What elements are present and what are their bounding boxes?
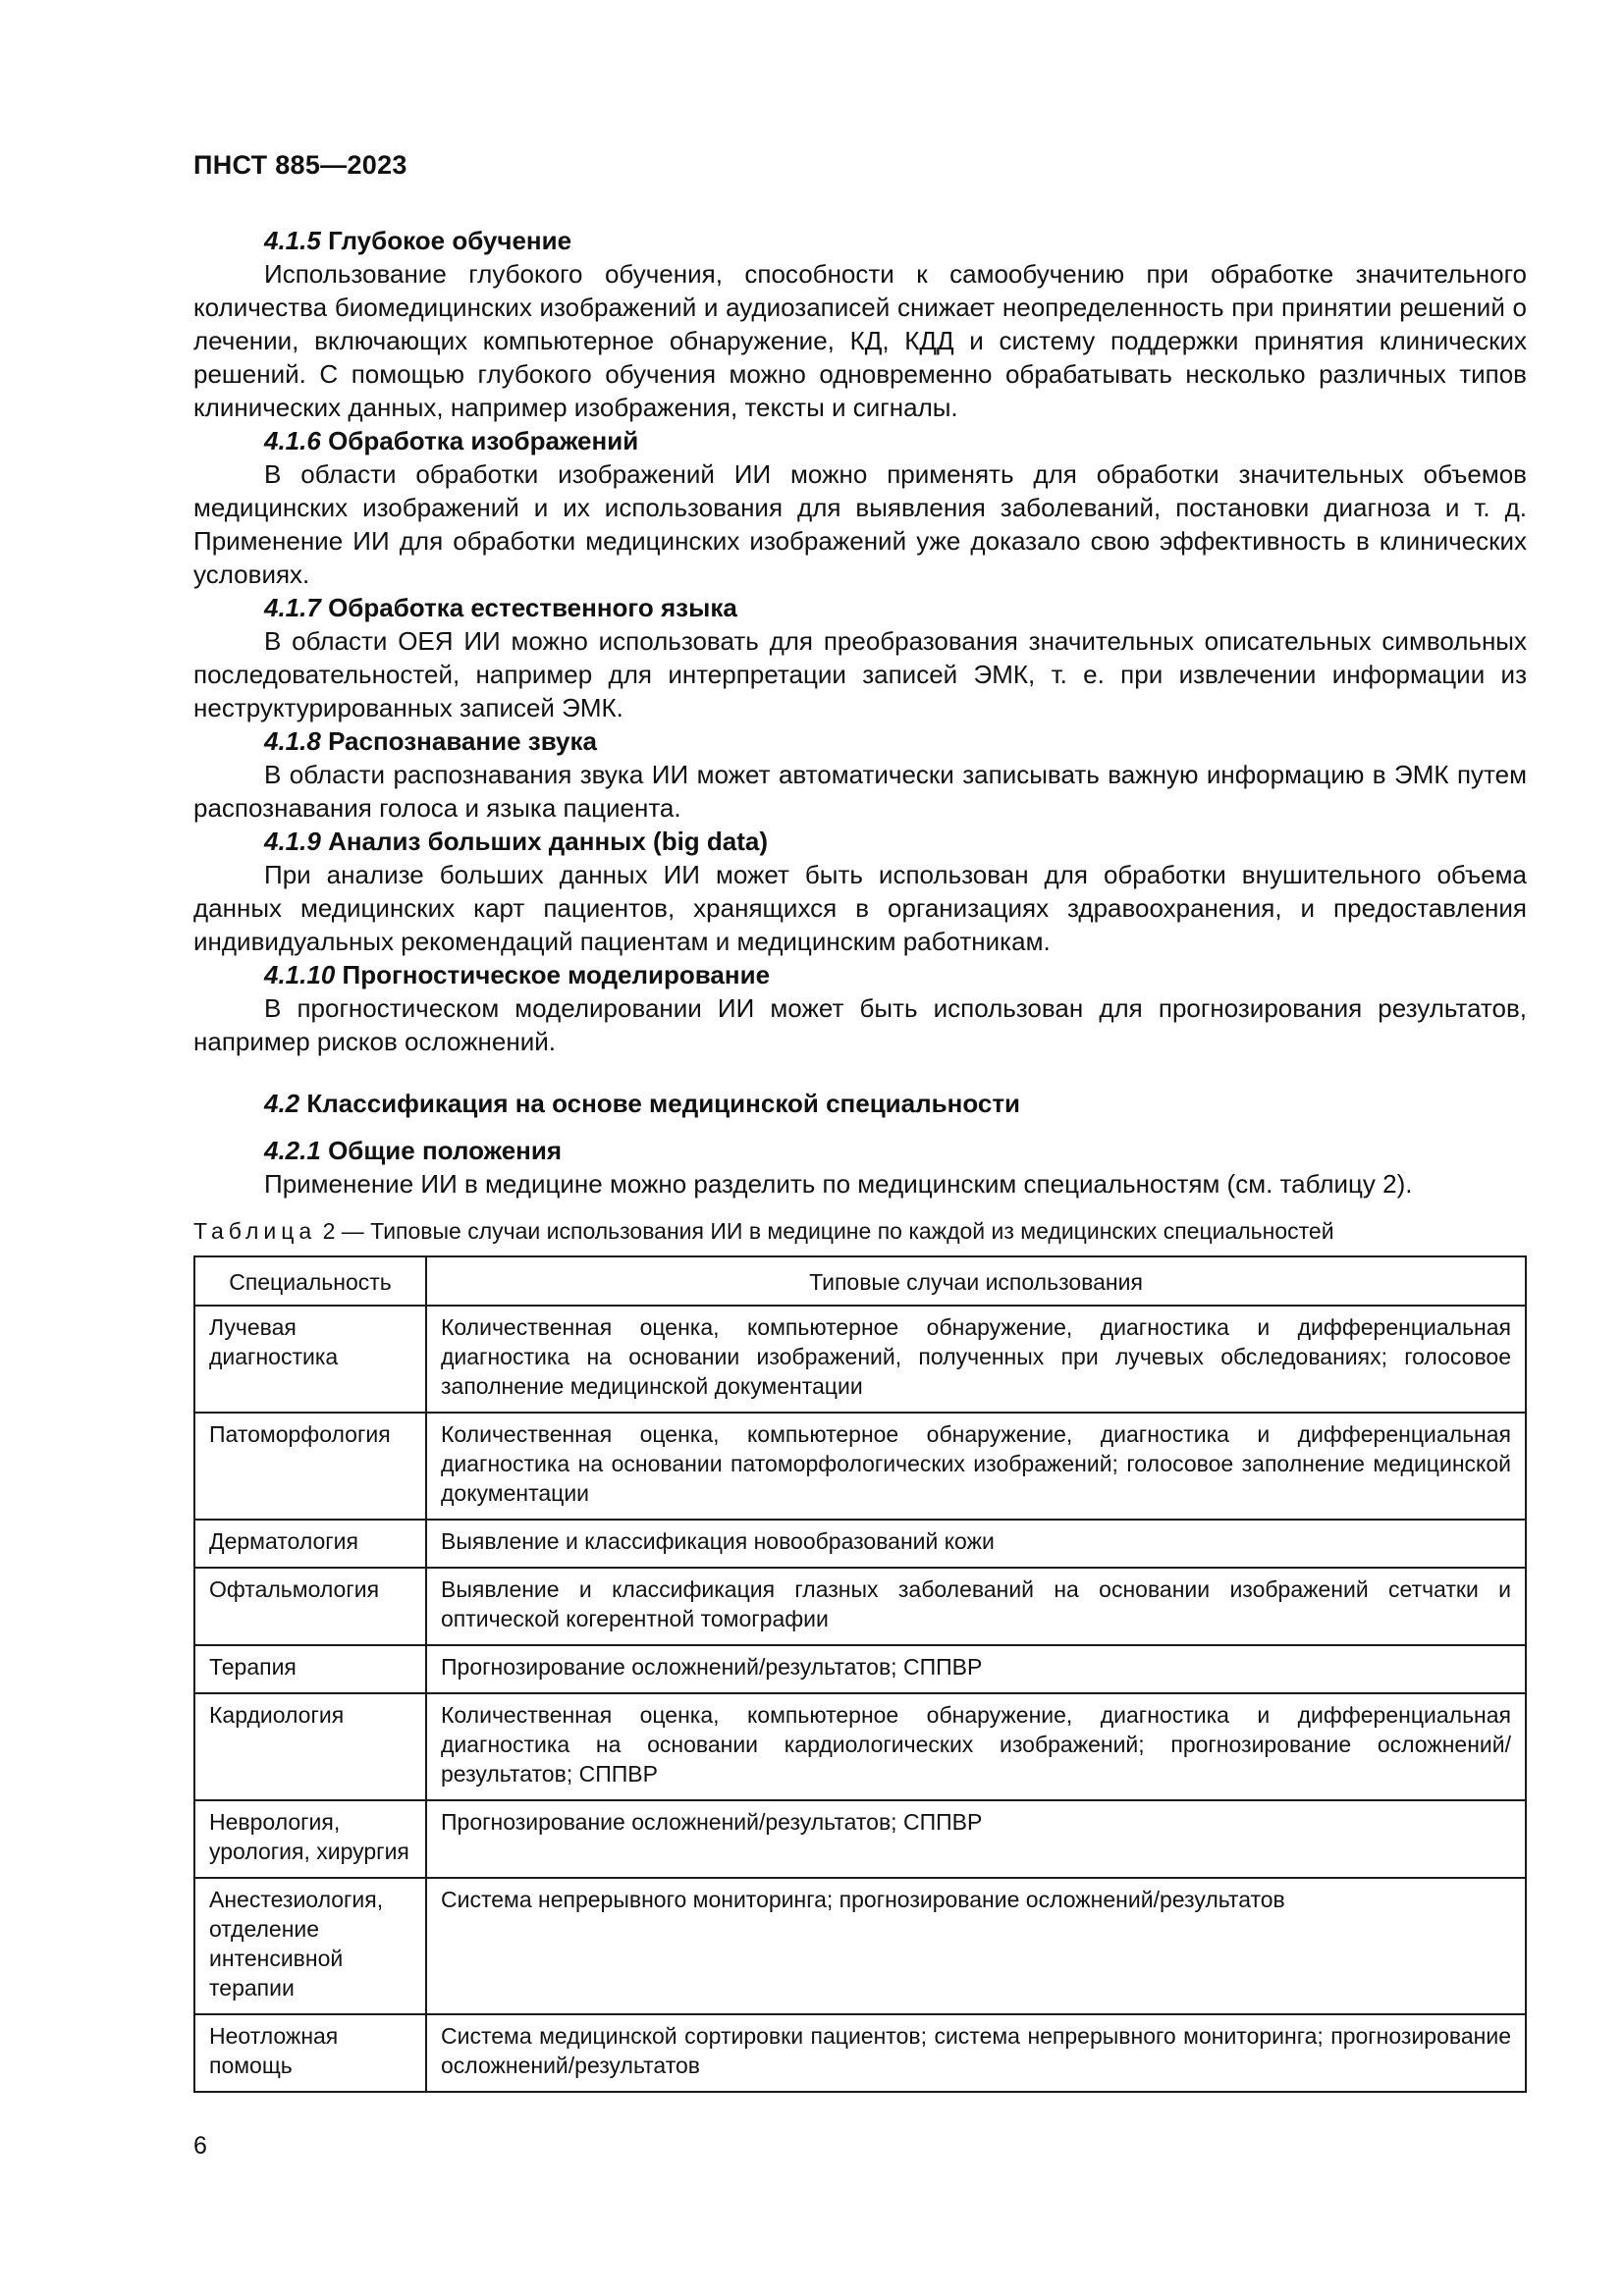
page-number: 6	[193, 2132, 207, 2160]
specialty-cell: Терапия	[194, 1645, 426, 1693]
use-cases-cell: Количественная оценка, компьютерное обнаружение, диагностика и дифференциальная диагностика на основании кардиологических изображений; прогнозирование осложнений/результатов; СППВР	[426, 1693, 1526, 1800]
section-title: Классификация на основе медицинской специальности	[306, 1089, 1021, 1118]
section-number: 4.2	[264, 1089, 300, 1118]
section-paragraph: При анализе больших данных ИИ может быть использован для обработки внушительного объема данных медицинских карт пациентов, хранящихся в организациях здравоохранения, и предоставления индивидуальных рекомендаций пациентам и медицинским работникам.	[193, 860, 1527, 956]
specialty-cell: Лучевая диагностика	[194, 1306, 426, 1413]
section-heading	[193, 825, 1527, 858]
section-paragraph: В прогностическом моделировании ИИ может быть использован для прогнозирования результатов, например рисков осложнений.	[193, 993, 1527, 1056]
use-cases-cell: Выявление и классификация глазных заболеваний на основании изображений сетчатки и оптической когерентной томографии	[426, 1568, 1526, 1645]
section-number: 4.1.10	[264, 960, 336, 989]
specialty-cell: Неврология, урология, хирургия	[194, 1800, 426, 1878]
section-heading	[193, 591, 1527, 624]
table-row	[194, 1520, 1526, 1568]
section-heading	[193, 724, 1527, 758]
table-row	[194, 1800, 1526, 1878]
use-cases-cell: Количественная оценка, компьютерное обнаружение, диагностика и дифференциальная диагностика на основании изображений, полученных при лучевых обследованиях; голосовое заполнение медицинской документации	[426, 1306, 1526, 1413]
table-row	[194, 2014, 1526, 2092]
use-cases-cell: Прогнозирование осложнений/результатов; СППВР	[426, 1800, 1526, 1878]
table-row	[194, 1306, 1526, 1413]
section-number: 4.2.1	[264, 1136, 321, 1165]
section-title: Анализ больших данных (big data)	[328, 827, 769, 856]
table-row	[194, 1878, 1526, 2014]
section-paragraph: Применение ИИ в медицине можно разделить по медицинским специальностям (см. таблицу 2).	[264, 1169, 1413, 1199]
section-title: Общие положения	[328, 1136, 563, 1165]
specialty-cell: Патоморфология	[194, 1413, 426, 1520]
section-title: Прогностическое моделирование	[342, 960, 771, 989]
section-heading-major	[193, 1087, 1527, 1120]
specialty-cell: Офтальмология	[194, 1568, 426, 1645]
table-caption	[193, 1216, 1527, 1246]
table-caption-text: 2 — Типовые случаи использования ИИ в медицине по каждой из медицинских специальностей	[322, 1218, 1334, 1244]
table-header-row	[194, 1256, 1526, 1306]
section-number: 4.1.6	[264, 426, 321, 455]
section-heading	[193, 958, 1527, 991]
header-specialty: Специальность	[194, 1256, 426, 1306]
section-paragraph: В области распознавания звука ИИ может автоматически записывать важную информацию в ЭМК путем распознавания голоса и языка пациента.	[193, 760, 1527, 823]
use-cases-cell: Система непрерывного мониторинга; прогнозирование осложнений/результатов	[426, 1878, 1526, 2014]
use-cases-table	[193, 1255, 1527, 2093]
table-row	[194, 1413, 1526, 1520]
use-cases-cell: Прогнозирование осложнений/результатов; СППВР	[426, 1645, 1526, 1693]
section-title: Распознавание звука	[328, 726, 597, 756]
table-caption-label: Таблица	[193, 1218, 317, 1244]
section-paragraph: Использование глубокого обучения, способности к самообучению при обработке значительного количества биомедицинских изображений и аудиозаписей снижает неопределенность при принятии решений о лечении, включающих компьютерное обнаружение, КД, КДД и систему поддержки принятия клинических решений. С помощью глубокого обучения можно одновременно обрабатывать несколько различных типов клинических данных, например изображения, тексты и сигналы.	[193, 259, 1527, 422]
specialty-cell: Кардиология	[194, 1693, 426, 1800]
section-heading	[193, 224, 1527, 257]
section-paragraph: В области обработки изображений ИИ можно применять для обработки значительных объемов медицинских изображений и их использования для выявления заболеваний, постановки диагноза и т. д. Применение ИИ для обработки медицинских изображений уже доказало свою эффективность в клинических условиях.	[193, 459, 1527, 589]
section-paragraph: В области ОЕЯ ИИ можно использовать для преобразования значительных описательных символьных последовательностей, например для интерпретации записей ЭМК, т. е. при извлечении информации из неструктурированных записей ЭМК.	[193, 626, 1527, 722]
document-header: ПНСТ 885—2023	[193, 150, 407, 180]
section-number: 4.1.7	[264, 593, 321, 622]
specialty-cell: Неотложная помощь	[194, 2014, 426, 2092]
section-title: Глубокое обучение	[328, 226, 572, 255]
section-title: Обработка изображений	[328, 426, 639, 455]
section-number: 4.1.9	[264, 827, 321, 856]
section-heading	[193, 1134, 1527, 1167]
use-cases-cell: Система медицинской сортировки пациентов; система непрерывного мониторинга; прогнозирование осложнений/результатов	[426, 2014, 1526, 2092]
section-number: 4.1.8	[264, 726, 321, 756]
specialty-cell: Анестезиология, отделение интенсивной терапии	[194, 1878, 426, 2014]
section-number: 4.1.5	[264, 226, 321, 255]
specialty-cell: Дерматология	[194, 1520, 426, 1568]
table-row	[194, 1568, 1526, 1645]
table-row	[194, 1693, 1526, 1800]
header-use-cases: Типовые случаи использования	[426, 1256, 1526, 1306]
table-row	[194, 1645, 1526, 1693]
use-cases-cell: Количественная оценка, компьютерное обнаружение, диагностика и дифференциальная диагностика на основании патоморфологических изображений; голосовое заполнение медицинской документации	[426, 1413, 1526, 1520]
section-title: Обработка естественного языка	[328, 593, 737, 622]
document-body	[193, 224, 1527, 2093]
section-heading	[193, 424, 1527, 457]
use-cases-cell: Выявление и классификация новообразований кожи	[426, 1520, 1526, 1568]
